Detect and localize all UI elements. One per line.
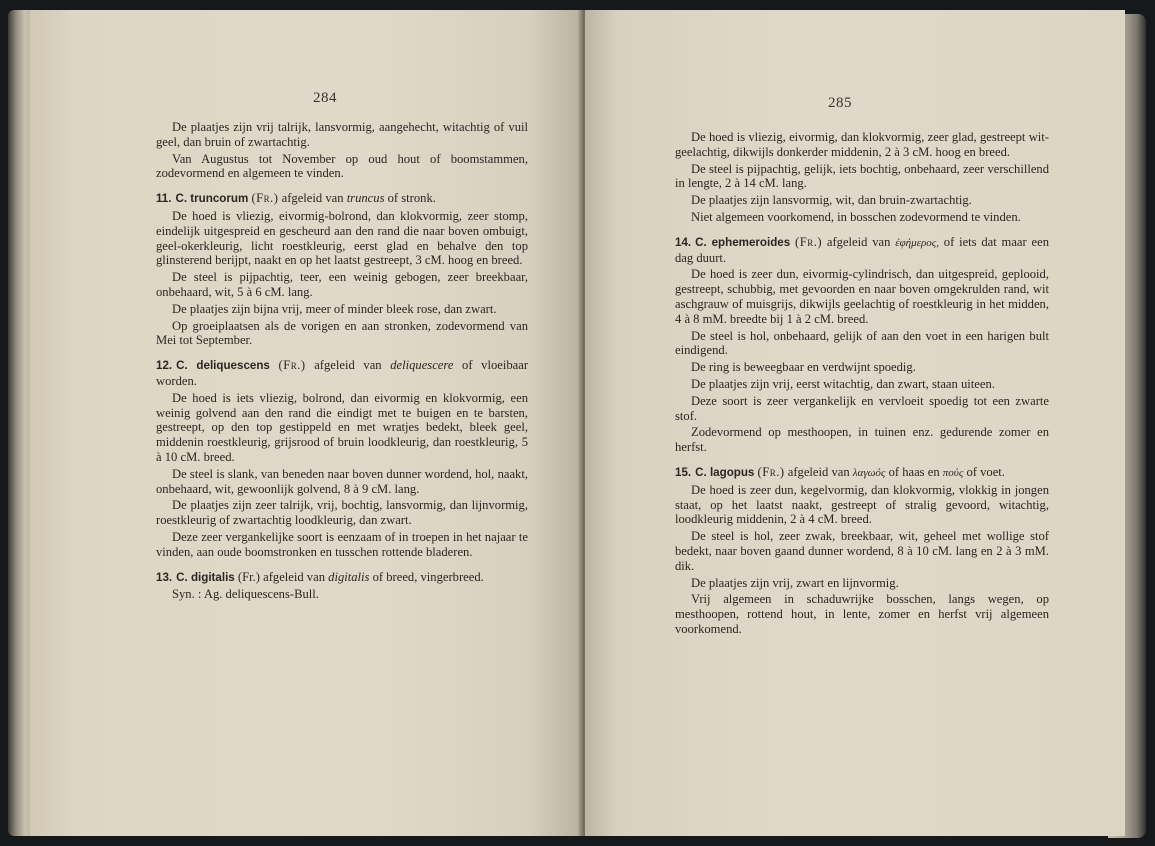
paragraph: De steel is pijpachtig, teer, een weinig gebogen, zeer breekbaar, onbehaard, wit, 5 à 6 cM. lang. [156, 270, 528, 299]
species-name: 11. C. truncorum [156, 192, 249, 206]
synonym-line: Syn. : Ag. deliquescens-Bull. [172, 587, 319, 602]
species-entry-heading: 13. C. digitalis (Fr.) afgeleid van digitalis of breed, vingerbreed. [156, 569, 484, 584]
paragraph: De hoed is zeer dun, eivormig-cylindrisch, dan uitgespreid, geplooid, gestreept, schubbig, met gevoorden en naar boven omgekrulden rand, wit aschgrauw of muisgrijs, dikwijls geelachtig of roestkleurig in het midden, 4 à 8 mM. breedte bij 1 à 2 cM. breed. [675, 267, 1049, 326]
species-name: 12. C. deliquescens [156, 359, 270, 373]
paragraph: De ring is beweegbaar en verdwijnt spoedig. [691, 360, 916, 375]
paragraph: Niet algemeen voorkomend, in bosschen zodevormend te vinden. [691, 209, 1021, 224]
paragraph: De plaatjes zijn lansvormig, wit, dan bruin-zwartachtig. [691, 193, 972, 208]
paragraph: De plaatjes zijn vrij talrijk, lansvormig, aangehecht, witachtig of vuil geel, dan bruin of zwartachtig. [156, 120, 528, 149]
paragraph: De hoed is iets vliezig, bolrond, dan eivormig en klokvormig, een weinig golvend aan den rand die eindigt met te buigen en te barsten, gestreept, op den top gestippeld en met wratjes bedekt, bleek geel, middenin roestkleurig, grijsrood of bruin loodkleurig, dan roestkleurig, 5 à 10 cM. breed. [156, 390, 528, 464]
paragraph: Vrij algemeen in schaduwrijke bosschen, langs wegen, op mesthoopen, rottend hout, in lente, zomer en herfst vrij algemeen voorkomend. [675, 592, 1049, 636]
paragraph: Deze zeer vergankelijke soort is eenzaam of in troepen in het najaar te vinden, aan oude boomstronken en tusschen rottende bladeren. [156, 529, 528, 559]
page-number: 284 [313, 90, 337, 106]
paragraph: De steel is pijpachtig, gelijk, iets bochtig, onbehaard, zeer verschillend in lengte, 2 à 14 cM. lang. [675, 161, 1049, 191]
species-entry-heading: 15. C. lagopus (Fr.) afgeleid van λαγωός of haas en πούς of voet. [675, 464, 1005, 479]
species-name: 14. C. ephemeroides [675, 235, 791, 249]
paragraph: De plaatjes zijn zeer talrijk, vrij, bochtig, lansvormig, dan lijnvormig, roestkleurig of zwartachtig loodkleurig, dan zwart. [156, 498, 528, 528]
species-name: 15. C. lagopus [675, 465, 755, 479]
paragraph: De plaatjes zijn vrij, eerst witachtig, dan zwart, staan uiteen. [691, 376, 995, 391]
species-entry-heading: 12. C. deliquescens (Fr.) afgeleid van deliquescere of vloeibaar worden. [156, 358, 529, 388]
paragraph: Op groeiplaatsen als de vorigen en aan stronken, zodevormend van Mei tot September. [156, 318, 528, 348]
paragraph: De plaatjes zijn bijna vrij, meer of minder bleek rose, dan zwart. [172, 301, 497, 316]
paragraph: De hoed is vliezig, eivormig, dan klokvormig, zeer glad, gestreept wit-geelachtig, dikwijls donkerder middenin, 2 à 3 cM. hoog en breed. [675, 130, 1049, 159]
left-page [30, 10, 583, 836]
paragraph: De steel is hol, zeer zwak, breekbaar, wit, geheel met wollige stof bedekt, naar boven gaand dunner wordend, 8 à 10 cM. lang en 2 à 3 mM. dik. [675, 529, 1049, 573]
paragraph: De hoed is zeer dun, kegelvormig, dan klokvormig, vlokkig in jongen staat, op het laatst naakt, gestreept of stralig gevoord, witachtig, loodkleurig middenin, 2 à 4 cM. breed. [675, 482, 1049, 527]
paragraph: De steel is slank, van beneden naar boven dunner wordend, hol, naakt, onbehaard, wit, gewoonlijk golvend, 8 à 9 cM. lang. [156, 466, 528, 496]
paragraph: De steel is hol, onbehaard, gelijk of aan den voet in een harigen bult eindigend. [675, 328, 1049, 358]
page-number: 285 [828, 95, 852, 111]
paragraph: Van Augustus tot November op oud hout of boomstammen, zodevormend en algemeen te vinden. [156, 151, 528, 181]
paragraph: Deze soort is zeer vergankelijk en vervloeit spoedig tot een zwarte stof. [675, 393, 1049, 423]
paragraph: De hoed is vliezig, eivormig-bolrond, dan klokvormig, zeer stomp, eindelijk uitgespreid en gescheurd aan den rand die naar boven ombuigt, geel-okerkleurig, licht roestkleurig, eerst glad en behalve den top glinsterend berijpt, naakt en op het laatst gestreept, 3 cM. hoog en breed. [156, 208, 528, 268]
right-page-text [675, 130, 1049, 639]
species-entry-heading: 11. C. truncorum (Fr.) afgeleid van truncus of stronk. [156, 191, 436, 206]
species-name: 13. C. digitalis [156, 570, 235, 584]
species-entry-heading: 14. C. ephemeroides (Fr.) afgeleid van ἐφήμερος, of iets dat maar een dag duurt. [675, 234, 1049, 265]
paragraph: Zodevormend op mesthoopen, in tuinen enz. gedurende zomer en herfst. [675, 425, 1049, 455]
right-page [585, 10, 1125, 836]
paragraph: De plaatjes zijn vrij, zwart en lijnvormig. [691, 575, 899, 590]
left-page-text [156, 120, 528, 604]
